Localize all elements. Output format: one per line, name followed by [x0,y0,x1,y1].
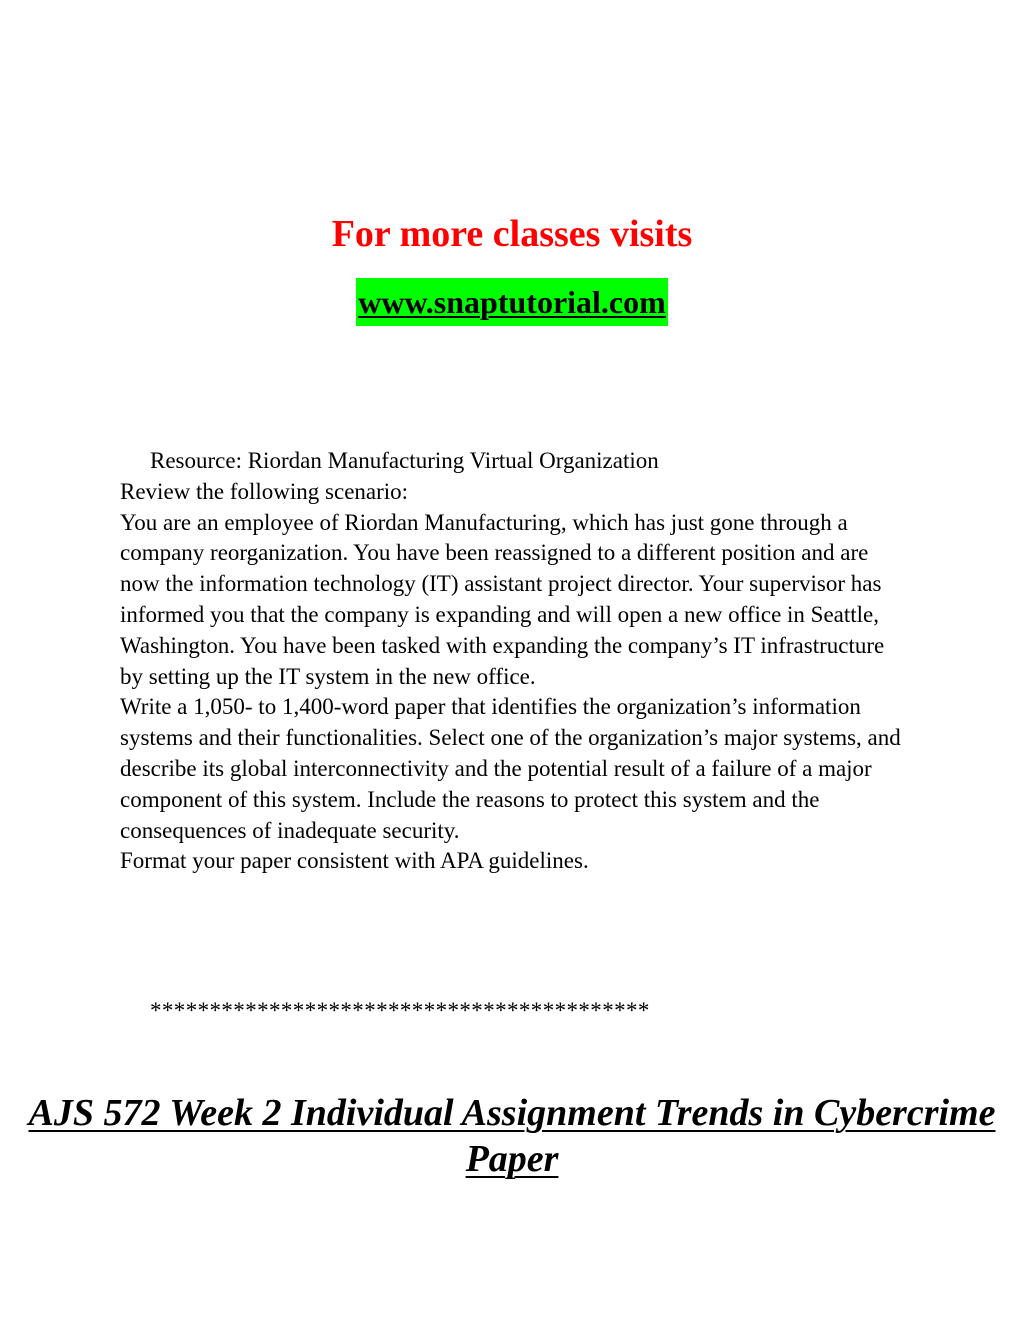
promo-heading: For more classes visits [331,213,693,255]
next-assignment-title[interactable]: AJS 572 Week 2 Individual Assignment Trends in Cybercrime Paper [28,1092,996,1180]
assignment-description [120,446,910,877]
review-line: Review the following scenario: [120,478,409,504]
format-line: Format your paper consistent with APA guidelines. [120,848,589,874]
snaptutorial-link[interactable]: www.snaptutorial.com [356,278,668,326]
scenario-paragraph: You are an employee of Riordan Manufacturing, which has just gone through a company reorganization. You have been reassigned to a different position and are now the information technology (IT) assistant project director. Your supervisor has informed you that the company is expanding and will open a new office in Seattle, Washington. You have been tasked with expanding the company’s IT infrastructure by setting up the IT system in the new office. [120,509,885,689]
resource-line: Resource: Riordan Manufacturing Virtual Organization [150,448,659,473]
promo-link-container [0,278,1024,326]
task-paragraph: Write a 1,050- to 1,400-word paper that identifies the organization’s information systems and their functionalities. Select one of the organization’s major systems, and describe its global interconnectivity and the potential result of a failure of a major component of this system. Include the reasons to protect this system and the consequences of inadequate security. [120,694,901,843]
asterisk-separator: ****************************************** [150,998,650,1023]
